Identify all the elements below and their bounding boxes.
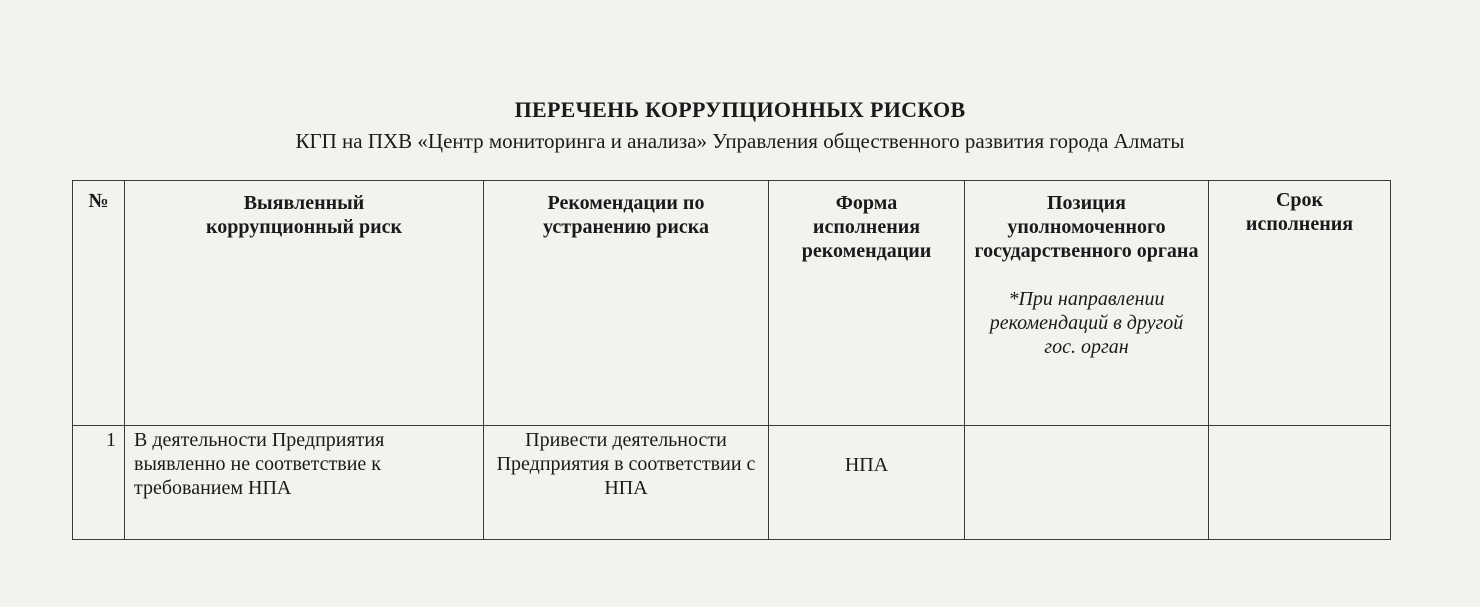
table-row <box>73 426 1391 540</box>
document-title: ПЕРЕЧЕНЬ КОРРУПЦИОННЫХ РИСКОВ <box>514 97 966 122</box>
header-position-note: *При направлении рекомендаций в другой гос. орган <box>989 288 1184 358</box>
header-recommendation <box>484 181 769 426</box>
header-recommendation-label: Рекомендации по устранению риска <box>543 192 709 238</box>
header-position <box>965 181 1209 426</box>
header-risk <box>125 181 484 426</box>
header-term-label: Срок исполнения <box>1245 189 1354 235</box>
row-position <box>965 426 1209 540</box>
header-risk-label: Выявленный коррупционный риск <box>205 192 403 238</box>
header-num: № <box>73 181 125 426</box>
row-form: НПА <box>769 426 965 540</box>
row-term <box>1209 426 1391 540</box>
header-form-label: Форма исполнения рекомендации <box>801 192 932 262</box>
row-num: 1 <box>73 426 125 540</box>
row-recommendation: Привести деятельности Предприятия в соответствии с НПА <box>484 426 769 540</box>
row-risk: В деятельности Предприятия выявленно не соответствие к требованием НПА <box>125 426 484 540</box>
header-position-label: Позиция уполномоченного государственного органа <box>974 192 1199 262</box>
document-subtitle: КГП на ПХВ «Центр мониторинга и анализа» Управления общественного развития города Алматы <box>295 129 1185 153</box>
header-form <box>769 181 965 426</box>
header-term <box>1209 181 1391 426</box>
table-header-row <box>73 181 1391 426</box>
risk-table <box>72 180 1391 540</box>
